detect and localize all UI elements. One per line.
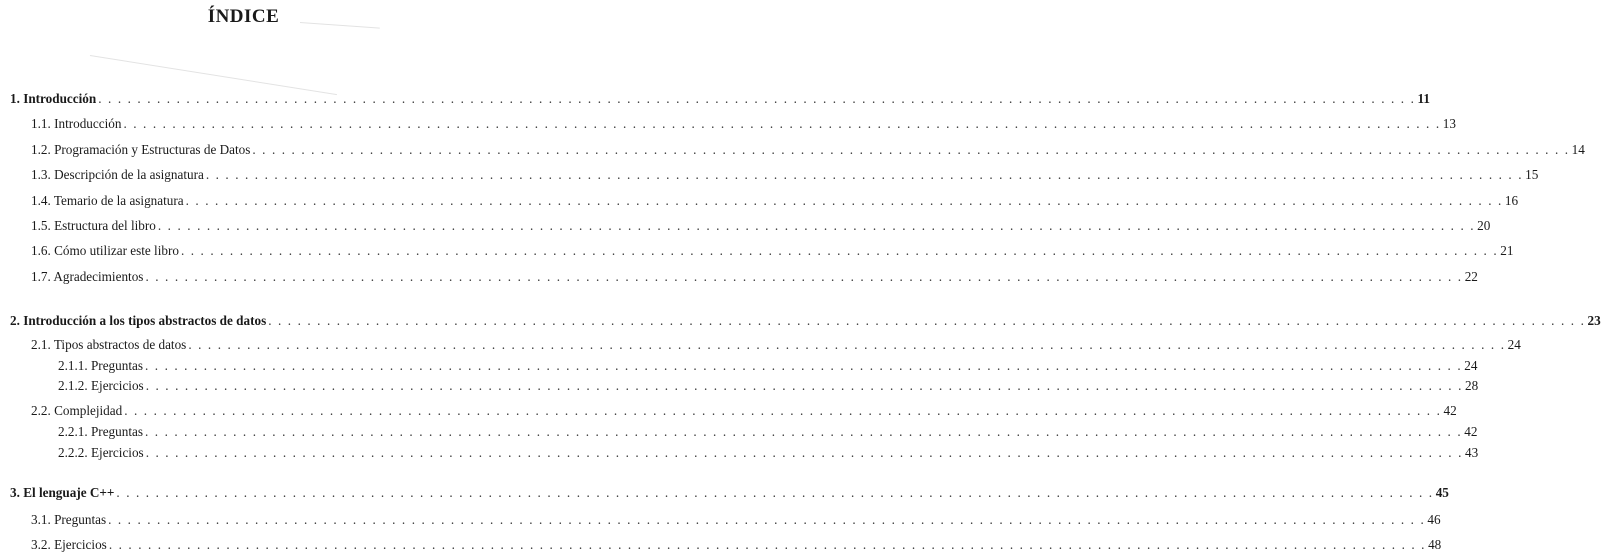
toc-entry-chapter-2[interactable] — [10, 313, 1601, 329]
dot-leader: . . . . . . . . . . . . . . . . . . . . . . . . . . . . . . . . . . . . . . . . . . . . . . . . . . . . . . . . . . . . . . . . . . . . . . . . . . . . . . . . . . . . . . . . . . . . . . . . . . . . . . . . . . . . . . . . . . . . . . . . . . . . . . . . . . . . . . . — [252, 142, 1570, 157]
dot-leader: . . . . . . . . . . . . . . . . . . . . . . . . . . . . . . . . . . . . . . . . . . . . . . . . . . . . . . . . . . . . . . . . . . . . . . . . . . . . . . . . . . . . . . . . . . . . . . . . . . . . . . . . . . . . . . . . . . . . . . . . . . . . . . . . . . . . . . . — [145, 269, 1463, 284]
toc-entry-label: 3.2. Ejercicios — [31, 537, 107, 552]
toc-entry-label: 1.3. Descripción de la asignatura — [31, 167, 204, 182]
dot-leader: . . . . . . . . . . . . . . . . . . . . . . . . . . . . . . . . . . . . . . . . . . . . . . . . . . . . . . . . . . . . . . . . . . . . . . . . . . . . . . . . . . . . . . . . . . . . . . . . . . . . . . . . . . . . . . . . . . . . . . . . . . . . . . . . . . . . . . . — [144, 358, 1463, 373]
toc-entry-label: 2.2. Complejidad — [31, 403, 123, 418]
page-title: ÍNDICE — [207, 6, 280, 27]
toc-entry-page: 46 — [1427, 512, 1441, 527]
toc-entry-page: 23 — [1587, 313, 1601, 328]
dot-leader: . . . . . . . . . . . . . . . . . . . . . . . . . . . . . . . . . . . . . . . . . . . . . . . . . . . . . . . . . . . . . . . . . . . . . . . . . . . . . . . . . . . . . . . . . . . . . . . . . . . . . . . . . . . . . . . . . . . . . . . . . . . . . . . . . . . . . . . — [185, 193, 1503, 208]
dot-leader: . . . . . . . . . . . . . . . . . . . . . . . . . . . . . . . . . . . . . . . . . . . . . . . . . . . . . . . . . . . . . . . . . . . . . . . . . . . . . . . . . . . . . . . . . . . . . . . . . . . . . . . . . . . . . . . . . . . . . . . . . . . . . . . . . . . . . . . — [108, 537, 1427, 552]
toc-entry-page: 24 — [1507, 337, 1521, 352]
dot-leader: . . . . . . . . . . . . . . . . . . . . . . . . . . . . . . . . . . . . . . . . . . . . . . . . . . . . . . . . . . . . . . . . . . . . . . . . . . . . . . . . . . . . . . . . . . . . . . . . . . . . . . . . . . . . . . . . . . . . . . . . . . . . . . . . . . . . . . . — [205, 167, 1524, 182]
toc-entry-section[interactable] — [31, 218, 1491, 234]
dot-leader: . . . . . . . . . . . . . . . . . . . . . . . . . . . . . . . . . . . . . . . . . . . . . . . . . . . . . . . . . . . . . . . . . . . . . . . . . . . . . . . . . . . . . . . . . . . . . . . . . . . . . . . . . . . . . . . . . . . . . . . . . . . . . . . . . . . . . . . — [124, 403, 1442, 418]
dot-leader: . . . . . . . . . . . . . . . . . . . . . . . . . . . . . . . . . . . . . . . . . . . . . . . . . . . . . . . . . . . . . . . . . . . . . . . . . . . . . . . . . . . . . . . . . . . . . . . . . . . . . . . . . . . . . . . . . . . . . . . . . . . . . . . . . . . . . . . — [157, 218, 1476, 233]
toc-entry-label: 1.4. Temario de la asignatura — [31, 193, 184, 208]
toc-entry-page: 21 — [1500, 243, 1514, 258]
toc-entry-page: 42 — [1443, 403, 1457, 418]
toc-entry-label: 2. Introducción a los tipos abstractos de datos — [10, 313, 267, 328]
toc-entry-label: 1.6. Cómo utilizar este libro — [31, 243, 179, 258]
toc-entry-label: 3. El lenguaje C++ — [10, 485, 115, 500]
scan-streak — [90, 55, 337, 95]
toc-entry-chapter-3[interactable] — [10, 485, 1449, 501]
dot-leader: . . . . . . . . . . . . . . . . . . . . . . . . . . . . . . . . . . . . . . . . . . . . . . . . . . . . . . . . . . . . . . . . . . . . . . . . . . . . . . . . . . . . . . . . . . . . . . . . . . . . . . . . . . . . . . . . . . . . . . . . . . . . . . . . . . . . . . . — [180, 243, 1499, 258]
toc-entry-label: 1.7. Agradecimientos — [31, 269, 144, 284]
dot-leader: . . . . . . . . . . . . . . . . . . . . . . . . . . . . . . . . . . . . . . . . . . . . . . . . . . . . . . . . . . . . . . . . . . . . . . . . . . . . . . . . . . . . . . . . . . . . . . . . . . . . . . . . . . . . . . . . . . . . . . . . . . . . . . . . . . . . . . . — [145, 445, 1463, 460]
dot-leader: . . . . . . . . . . . . . . . . . . . . . . . . . . . . . . . . . . . . . . . . . . . . . . . . . . . . . . . . . . . . . . . . . . . . . . . . . . . . . . . . . . . . . . . . . . . . . . . . . . . . . . . . . . . . . . . . . . . . . . . . . . . . . . . . . . . . . . . — [268, 313, 1586, 328]
toc-entry-section[interactable] — [31, 537, 1442, 553]
toc-entry-subsection[interactable] — [58, 445, 1479, 461]
toc-entry-label: 1. Introducción — [10, 91, 97, 106]
toc-entry-page: 13 — [1442, 116, 1456, 131]
toc-entry-page: 43 — [1464, 445, 1479, 460]
toc-entry-label: 1.5. Estructura del libro — [31, 218, 156, 233]
dot-leader: . . . . . . . . . . . . . . . . . . . . . . . . . . . . . . . . . . . . . . . . . . . . . . . . . . . . . . . . . . . . . . . . . . . . . . . . . . . . . . . . . . . . . . . . . . . . . . . . . . . . . . . . . . . . . . . . . . . . . . . . . . . . . . . . . . . . . . . — [145, 378, 1463, 393]
dot-leader: . . . . . . . . . . . . . . . . . . . . . . . . . . . . . . . . . . . . . . . . . . . . . . . . . . . . . . . . . . . . . . . . . . . . . . . . . . . . . . . . . . . . . . . . . . . . . . . . . . . . . . . . . . . . . . . . . . . . . . . . . . . . . . . . . . . . . . . — [116, 485, 1434, 500]
toc-entry-page: 22 — [1464, 269, 1478, 284]
dot-leader: . . . . . . . . . . . . . . . . . . . . . . . . . . . . . . . . . . . . . . . . . . . . . . . . . . . . . . . . . . . . . . . . . . . . . . . . . . . . . . . . . . . . . . . . . . . . . . . . . . . . . . . . . . . . . . . . . . . . . . . . . . . . . . . . . . . . . . . — [123, 116, 1441, 131]
toc-entry-label: 1.1. Introducción — [31, 116, 122, 131]
dot-leader: . . . . . . . . . . . . . . . . . . . . . . . . . . . . . . . . . . . . . . . . . . . . . . . . . . . . . . . . . . . . . . . . . . . . . . . . . . . . . . . . . . . . . . . . . . . . . . . . . . . . . . . . . . . . . . . . . . . . . . . . . . . . . . . . . . . . . . . — [144, 424, 1463, 439]
toc-entry-section[interactable] — [31, 116, 1456, 132]
toc-entry-label: 3.1. Preguntas — [31, 512, 107, 527]
toc-entry-page: 48 — [1428, 537, 1442, 552]
toc-entry-page: 28 — [1464, 378, 1479, 393]
toc-entry-page: 14 — [1571, 142, 1585, 157]
toc-entry-section[interactable] — [31, 193, 1519, 209]
toc-entry-section[interactable] — [31, 142, 1585, 158]
dot-leader: . . . . . . . . . . . . . . . . . . . . . . . . . . . . . . . . . . . . . . . . . . . . . . . . . . . . . . . . . . . . . . . . . . . . . . . . . . . . . . . . . . . . . . . . . . . . . . . . . . . . . . . . . . . . . . . . . . . . . . . . . . . . . . . . . . . . . . . — [188, 337, 1506, 352]
toc-entry-page: 20 — [1477, 218, 1491, 233]
toc-entry-label: 2.1. Tipos abstractos de datos — [31, 337, 187, 352]
toc-entry-label: 1.2. Programación y Estructuras de Datos — [31, 142, 251, 157]
toc-entry-label: 2.2.2. Ejercicios — [58, 445, 144, 460]
toc-entry-label: 2.2.1. Preguntas — [58, 424, 143, 439]
toc-entry-subsection[interactable] — [58, 358, 1478, 374]
toc-entry-section[interactable] — [31, 337, 1521, 353]
toc-entry-label: 2.1.2. Ejercicios — [58, 378, 144, 393]
toc-entry-chapter-1[interactable] — [10, 91, 1430, 107]
toc-entry-page: 15 — [1525, 167, 1539, 182]
toc-entry-page: 42 — [1464, 424, 1478, 439]
toc-entry-page: 24 — [1464, 358, 1478, 373]
toc-entry-section[interactable] — [31, 167, 1539, 183]
toc-entry-page: 16 — [1504, 193, 1519, 208]
dot-leader: . . . . . . . . . . . . . . . . . . . . . . . . . . . . . . . . . . . . . . . . . . . . . . . . . . . . . . . . . . . . . . . . . . . . . . . . . . . . . . . . . . . . . . . . . . . . . . . . . . . . . . . . . . . . . . . . . . . . . . . . . . . . . . . . . . . . . . . — [108, 512, 1426, 527]
dot-leader: . . . . . . . . . . . . . . . . . . . . . . . . . . . . . . . . . . . . . . . . . . . . . . . . . . . . . . . . . . . . . . . . . . . . . . . . . . . . . . . . . . . . . . . . . . . . . . . . . . . . . . . . . . . . . . . . . . . . . . . . . . . . . . . . . . . . . . . — [98, 91, 1416, 106]
toc-entry-section[interactable] — [31, 269, 1478, 285]
toc-entry-section[interactable] — [31, 512, 1441, 528]
toc-entry-section[interactable] — [31, 243, 1514, 259]
toc-entry-page: 45 — [1435, 485, 1449, 500]
toc-entry-subsection[interactable] — [58, 424, 1478, 440]
toc-entry-label: 2.1.1. Preguntas — [58, 358, 143, 373]
toc-entry-page: 11 — [1417, 91, 1430, 106]
toc-entry-section[interactable] — [31, 403, 1457, 419]
toc-entry-subsection[interactable] — [58, 378, 1479, 394]
